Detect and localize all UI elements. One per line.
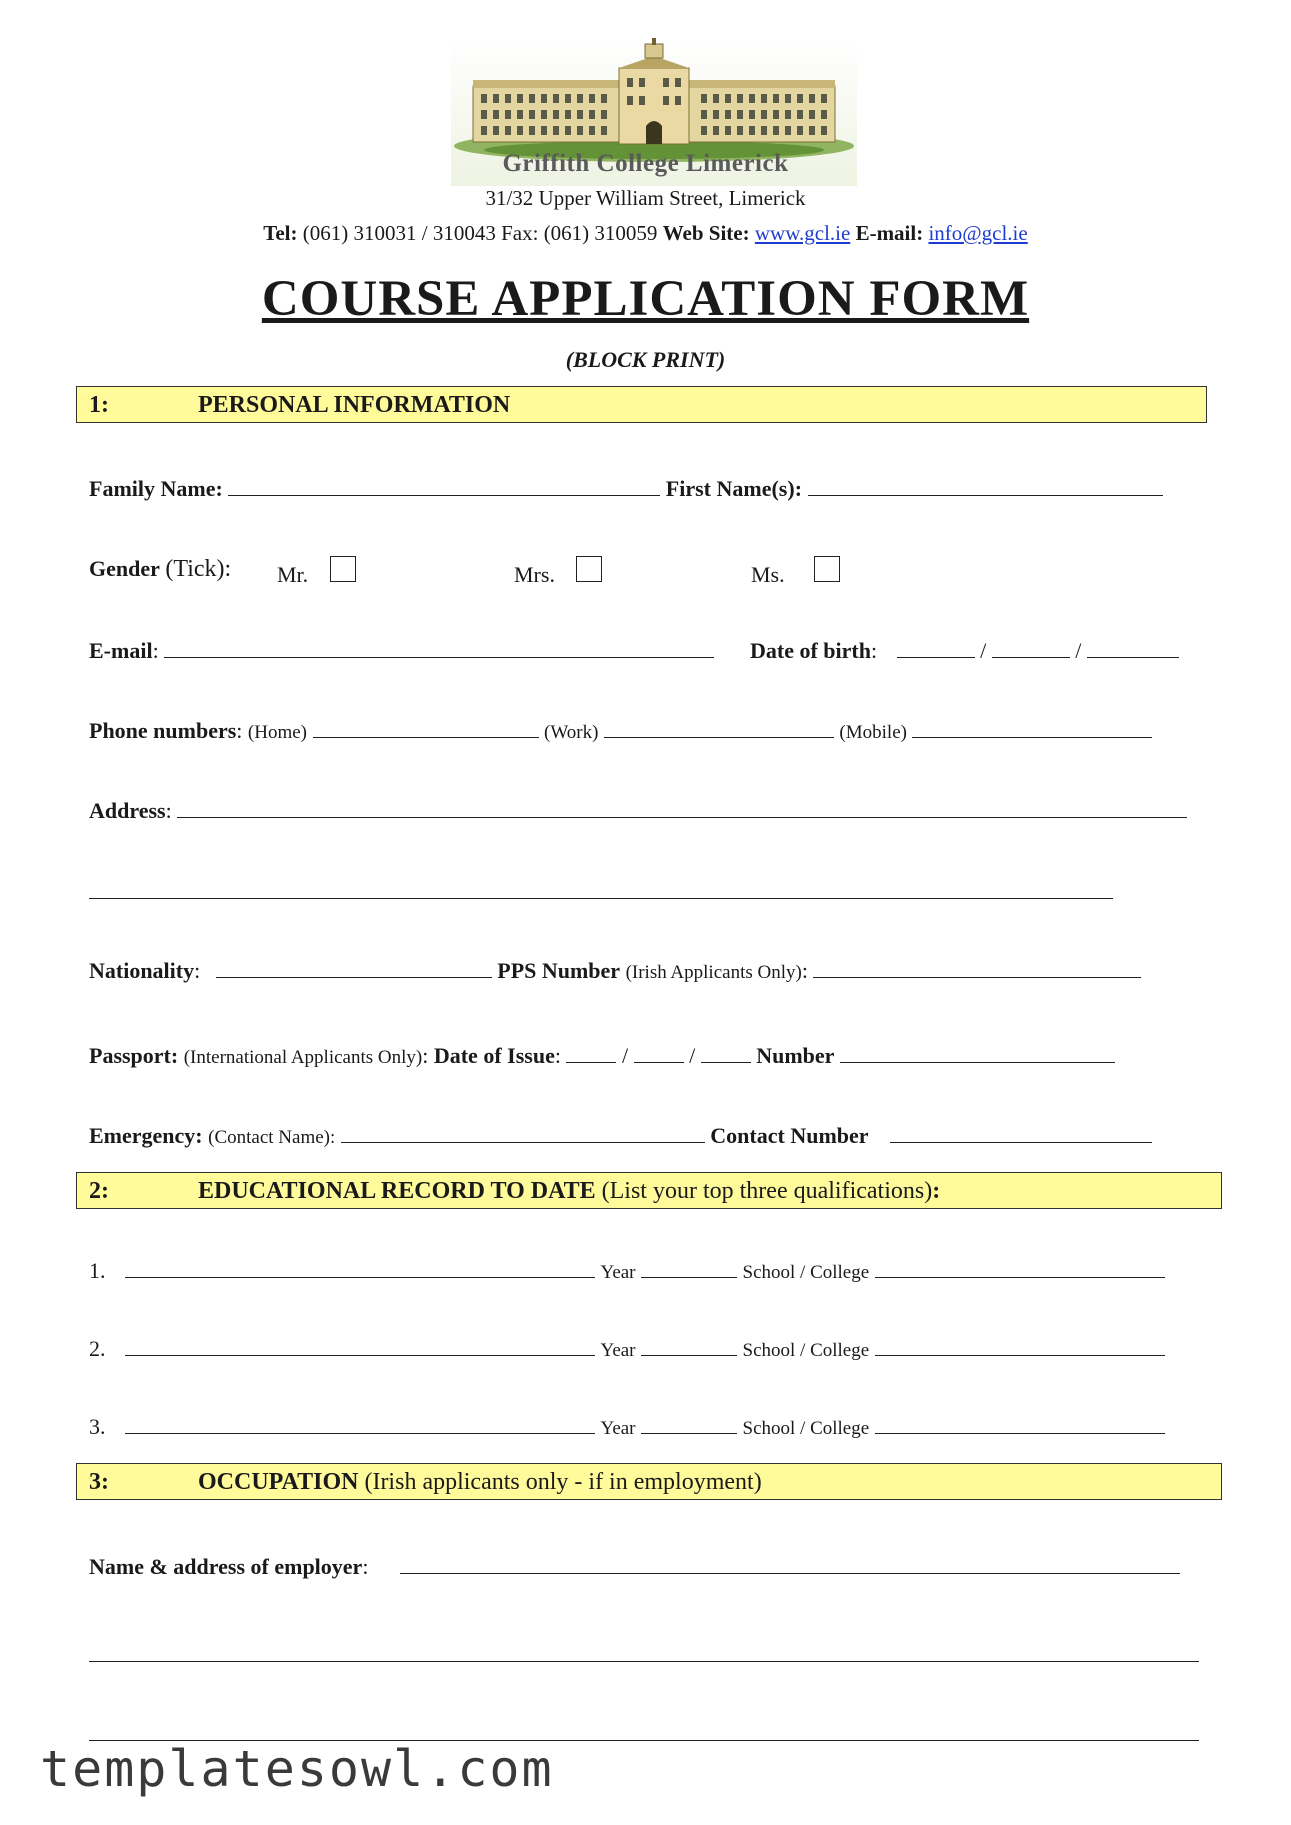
school-field[interactable] <box>875 1276 1165 1278</box>
qualification-number: 3. <box>89 1414 106 1439</box>
year-field[interactable] <box>641 1432 737 1434</box>
qualification-row-1 <box>89 1258 1165 1284</box>
home-phone-field[interactable] <box>313 736 539 738</box>
passport-number-label: Number <box>756 1043 835 1068</box>
qualification-row-3 <box>89 1414 1165 1440</box>
email-label: E-mail: <box>855 221 924 245</box>
qualification-field[interactable] <box>125 1432 595 1434</box>
year-label: Year <box>600 1418 636 1439</box>
mobile-label: (Mobile) <box>839 722 907 743</box>
dob-day-field[interactable] <box>897 656 975 658</box>
form-title: COURSE APPLICATION FORM <box>261 271 1030 327</box>
form-subtitle: (BLOCK PRINT) <box>565 347 726 372</box>
section-note: (Irish applicants only - if in employment) <box>364 1469 762 1495</box>
section-number: 2: <box>89 1178 109 1204</box>
address-field-line2[interactable] <box>89 898 1113 899</box>
phone-row: Phone numbers: (Home) (Work) (Mobile) <box>89 718 1152 744</box>
tel-number: (061) 310031 / 310043 <box>302 221 496 245</box>
section-personal-information <box>76 386 1207 423</box>
address-row: Address: <box>89 798 1187 824</box>
tel-label: Tel: <box>263 221 298 245</box>
gender-tick-label: (Tick): <box>165 556 232 582</box>
employer-field-line1[interactable] <box>400 1572 1180 1574</box>
contact-name-field[interactable] <box>341 1141 705 1143</box>
dob-month-field[interactable] <box>992 656 1070 658</box>
qualification-field[interactable] <box>125 1276 595 1278</box>
first-names-field[interactable] <box>808 494 1163 496</box>
emergency-row <box>89 1123 1152 1149</box>
qualification-number: 1. <box>89 1258 106 1283</box>
fax-label: Fax: <box>501 221 539 245</box>
issue-day-field[interactable] <box>566 1061 616 1063</box>
address-field-line1[interactable] <box>177 816 1187 818</box>
contact-line <box>0 221 1291 246</box>
college-name: Griffith College Limerick <box>502 150 789 177</box>
email-dob-row: E-mail: <box>89 638 714 664</box>
passport-label: Passport: <box>89 1043 179 1068</box>
watermark: templatesowl.com <box>40 1740 554 1798</box>
work-phone-field[interactable] <box>604 736 834 738</box>
date-of-issue-label: Date of Issue <box>433 1043 555 1068</box>
employer-label: Name & address of employer <box>89 1554 363 1579</box>
home-label: (Home) <box>247 722 308 743</box>
college-address: 31/32 Upper William Street, Limerick <box>485 186 806 210</box>
dob-group: Date of birth: / / <box>750 638 1179 664</box>
name-row <box>89 476 1163 502</box>
address-label: Address <box>89 798 166 823</box>
ms-checkbox[interactable] <box>814 556 840 582</box>
qualification-row-2 <box>89 1336 1165 1362</box>
year-label: Year <box>600 1262 636 1283</box>
section-note: (List your top three qualifications) <box>601 1178 933 1204</box>
web-link[interactable]: www.gcl.ie <box>754 221 851 245</box>
family-name-field[interactable] <box>228 494 660 496</box>
contact-name-label: (Contact Name): <box>208 1127 336 1148</box>
contact-number-label: Contact Number <box>710 1123 869 1148</box>
passport-note: (International Applicants Only) <box>183 1047 423 1068</box>
dob-label: Date of birth <box>750 638 871 663</box>
email-link[interactable]: info@gcl.ie <box>928 221 1028 245</box>
year-label: Year <box>600 1340 636 1361</box>
gender-mr <box>277 556 356 588</box>
gender-mrs <box>514 556 602 588</box>
contact-number-field[interactable] <box>890 1141 1152 1143</box>
mr-checkbox[interactable] <box>330 556 356 582</box>
section-colon: : <box>932 1178 941 1204</box>
qualification-number: 2. <box>89 1336 106 1361</box>
phone-label: Phone numbers <box>89 718 237 743</box>
dob-year-field[interactable] <box>1087 656 1179 658</box>
mr-label: Mr. <box>277 562 309 587</box>
emergency-label: Emergency: <box>89 1123 203 1148</box>
pps-note: (Irish Applicants Only) <box>625 962 802 983</box>
mobile-phone-field[interactable] <box>912 736 1152 738</box>
school-field[interactable] <box>875 1354 1165 1356</box>
mrs-label: Mrs. <box>514 562 555 587</box>
passport-row: Passport: (International Applicants Only): Date of Issue: / / Number <box>89 1043 1115 1069</box>
ms-label: Ms. <box>751 562 785 587</box>
nationality-row: Nationality: PPS Number (Irish Applicants Only): <box>89 958 1141 984</box>
web-label: Web Site: <box>662 221 750 245</box>
issue-month-field[interactable] <box>634 1061 684 1063</box>
mrs-checkbox[interactable] <box>576 556 602 582</box>
section-title <box>198 1469 762 1496</box>
email-field[interactable] <box>164 656 714 658</box>
gender-row <box>89 556 231 583</box>
family-name-label: Family Name: <box>89 476 223 501</box>
email-label: E-mail <box>89 638 153 663</box>
passport-number-field[interactable] <box>840 1061 1115 1063</box>
school-label: School / College <box>742 1262 870 1283</box>
nationality-label: Nationality <box>89 958 195 983</box>
section-title <box>198 1178 940 1205</box>
section-occupation <box>76 1463 1222 1500</box>
first-names-label: First Name(s): <box>665 476 803 501</box>
pps-label: PPS Number <box>497 958 621 983</box>
nationality-field[interactable] <box>216 976 492 978</box>
issue-year-field[interactable] <box>701 1061 751 1063</box>
gender-ms <box>751 556 840 588</box>
section-title: PERSONAL INFORMATION <box>198 392 511 418</box>
qualification-field[interactable] <box>125 1354 595 1356</box>
work-label: (Work) <box>544 722 599 743</box>
fax-number: (061) 310059 <box>543 221 658 245</box>
school-label: School / College <box>742 1340 870 1361</box>
section-title-text: EDUCATIONAL RECORD TO DATE <box>198 1178 596 1204</box>
employer-field-line2[interactable] <box>89 1661 1199 1662</box>
gender-label: Gender <box>89 556 160 581</box>
school-field[interactable] <box>875 1432 1165 1434</box>
pps-field[interactable] <box>813 976 1141 978</box>
employer-row: Name & address of employer: <box>89 1554 1180 1580</box>
section-number: 1: <box>89 392 109 418</box>
school-label: School / College <box>742 1418 870 1439</box>
year-field[interactable] <box>641 1354 737 1356</box>
section-number: 3: <box>89 1469 109 1495</box>
year-field[interactable] <box>641 1276 737 1278</box>
section-title-text: OCCUPATION <box>198 1469 359 1495</box>
section-educational-record <box>76 1172 1222 1209</box>
